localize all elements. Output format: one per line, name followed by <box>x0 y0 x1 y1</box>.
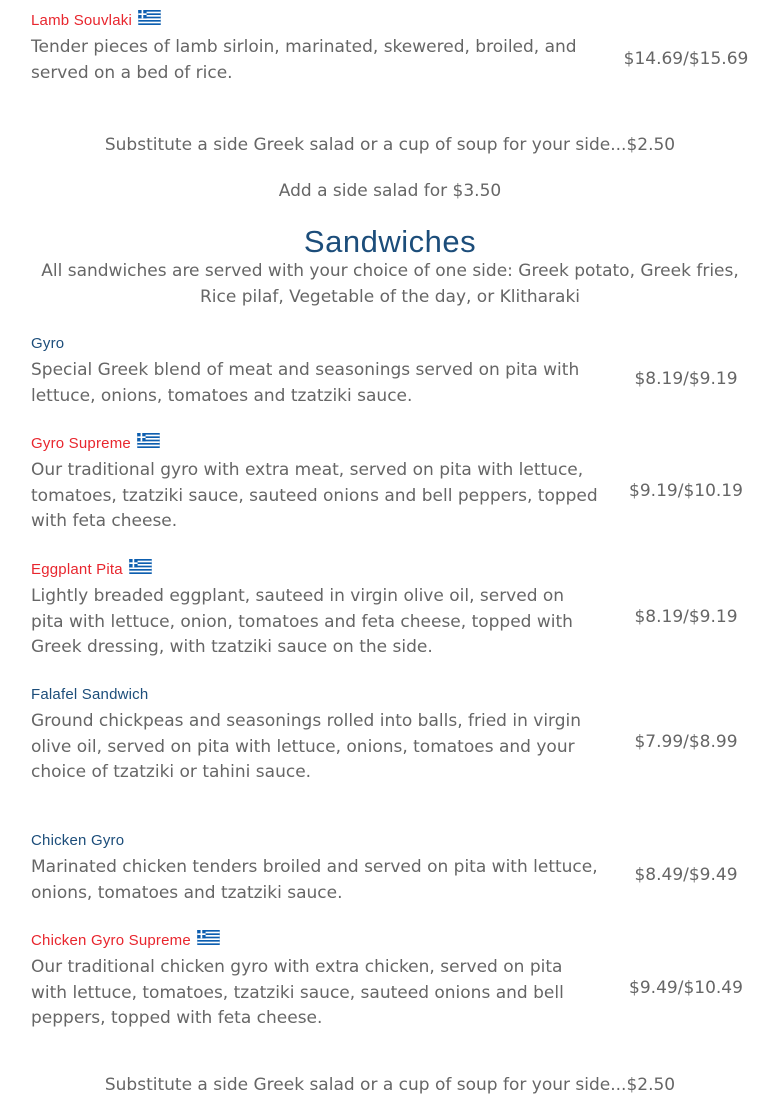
menu-item-eggplant-pita <box>31 560 751 665</box>
greece-flag-icon <box>197 930 220 945</box>
menu-item-chicken-gyro-supreme <box>31 931 751 1036</box>
menu-item-price: $9.49/$10.49 <box>629 978 743 998</box>
substitute-note: Substitute a side Greek salad or a cup of soup for your side...$2.50 <box>104 135 676 155</box>
section-title-sandwiches: Sandwiches <box>303 224 477 259</box>
menu-item-description: Lightly breaded eggplant, sauteed in virgin olive oil, served on pita with lettuce, onion, tomatoes and feta cheese, topped with Greek dressing, with tzatziki sauce on the side. <box>31 586 573 657</box>
menu-item-name: Lamb Souvlaki <box>31 11 751 31</box>
greece-flag-icon <box>129 559 152 574</box>
menu-item-price: $9.19/$10.19 <box>629 481 743 501</box>
menu-item-description: Ground chickpeas and seasonings rolled into balls, fried in virgin olive oil, served on pita with lettuce, onions, tomatoes and your choice of tzatziki or tahini sauce. <box>31 711 582 782</box>
substitute-note-bottom: Substitute a side Greek salad or a cup of soup for your side...$2.50 <box>104 1075 676 1095</box>
menu-item-description: Marinated chicken tenders broiled and served on pita with lettuce, onions, tomatoes and tzatziki sauce. <box>31 857 598 903</box>
menu-item-price: $8.19/$9.19 <box>634 607 738 627</box>
menu-item-name: Chicken Gyro <box>31 832 125 849</box>
menu-item-description: Special Greek blend of meat and seasonings served on pita with lettuce, onions, tomatoes and tzatziki sauce. <box>31 360 580 406</box>
menu-item-name: Gyro Supreme <box>31 434 751 454</box>
menu-item-name: Falafel Sandwich <box>31 686 149 703</box>
menu-item-gyro-supreme <box>31 434 751 539</box>
greece-flag-icon <box>137 433 160 448</box>
menu-item-description: Our traditional chicken gyro with extra chicken, served on pita with lettuce, tomatoes, tzatziki sauce, sauteed onions and bell peppers, topped with feta cheese. <box>31 957 564 1028</box>
menu-item-price: $8.49/$9.49 <box>634 865 738 885</box>
menu-item-name: Eggplant Pita <box>31 560 751 580</box>
menu-item-name: Chicken Gyro Supreme <box>31 931 751 951</box>
menu-item-description: Our traditional gyro with extra meat, served on pita with lettuce, tomatoes, tzatziki sauce, sauteed onions and bell peppers, topped with feta cheese. <box>31 460 598 531</box>
menu-item-chicken-gyro <box>31 831 751 911</box>
menu-item-falafel-sandwich <box>31 685 751 790</box>
greece-flag-icon <box>138 10 161 25</box>
menu-item-price: $14.69/$15.69 <box>623 49 749 69</box>
menu-item-gyro <box>31 334 751 414</box>
menu-item-name: Gyro <box>31 335 65 352</box>
menu-item-price: $7.99/$8.99 <box>634 732 738 752</box>
menu-item-description: Tender pieces of lamb sirloin, marinated, skewered, broiled, and served on a bed of rice. <box>31 37 577 83</box>
add-salad-note: Add a side salad for $3.50 <box>278 181 502 201</box>
section-subtitle: All sandwiches are served with your choice of one side: Greek potato, Greek fries, Rice pilaf, Vegetable of the day, or Klitharaki <box>41 261 739 307</box>
menu-item-price: $8.19/$9.19 <box>634 369 738 389</box>
menu-item-lamb-souvlaki <box>31 11 751 91</box>
